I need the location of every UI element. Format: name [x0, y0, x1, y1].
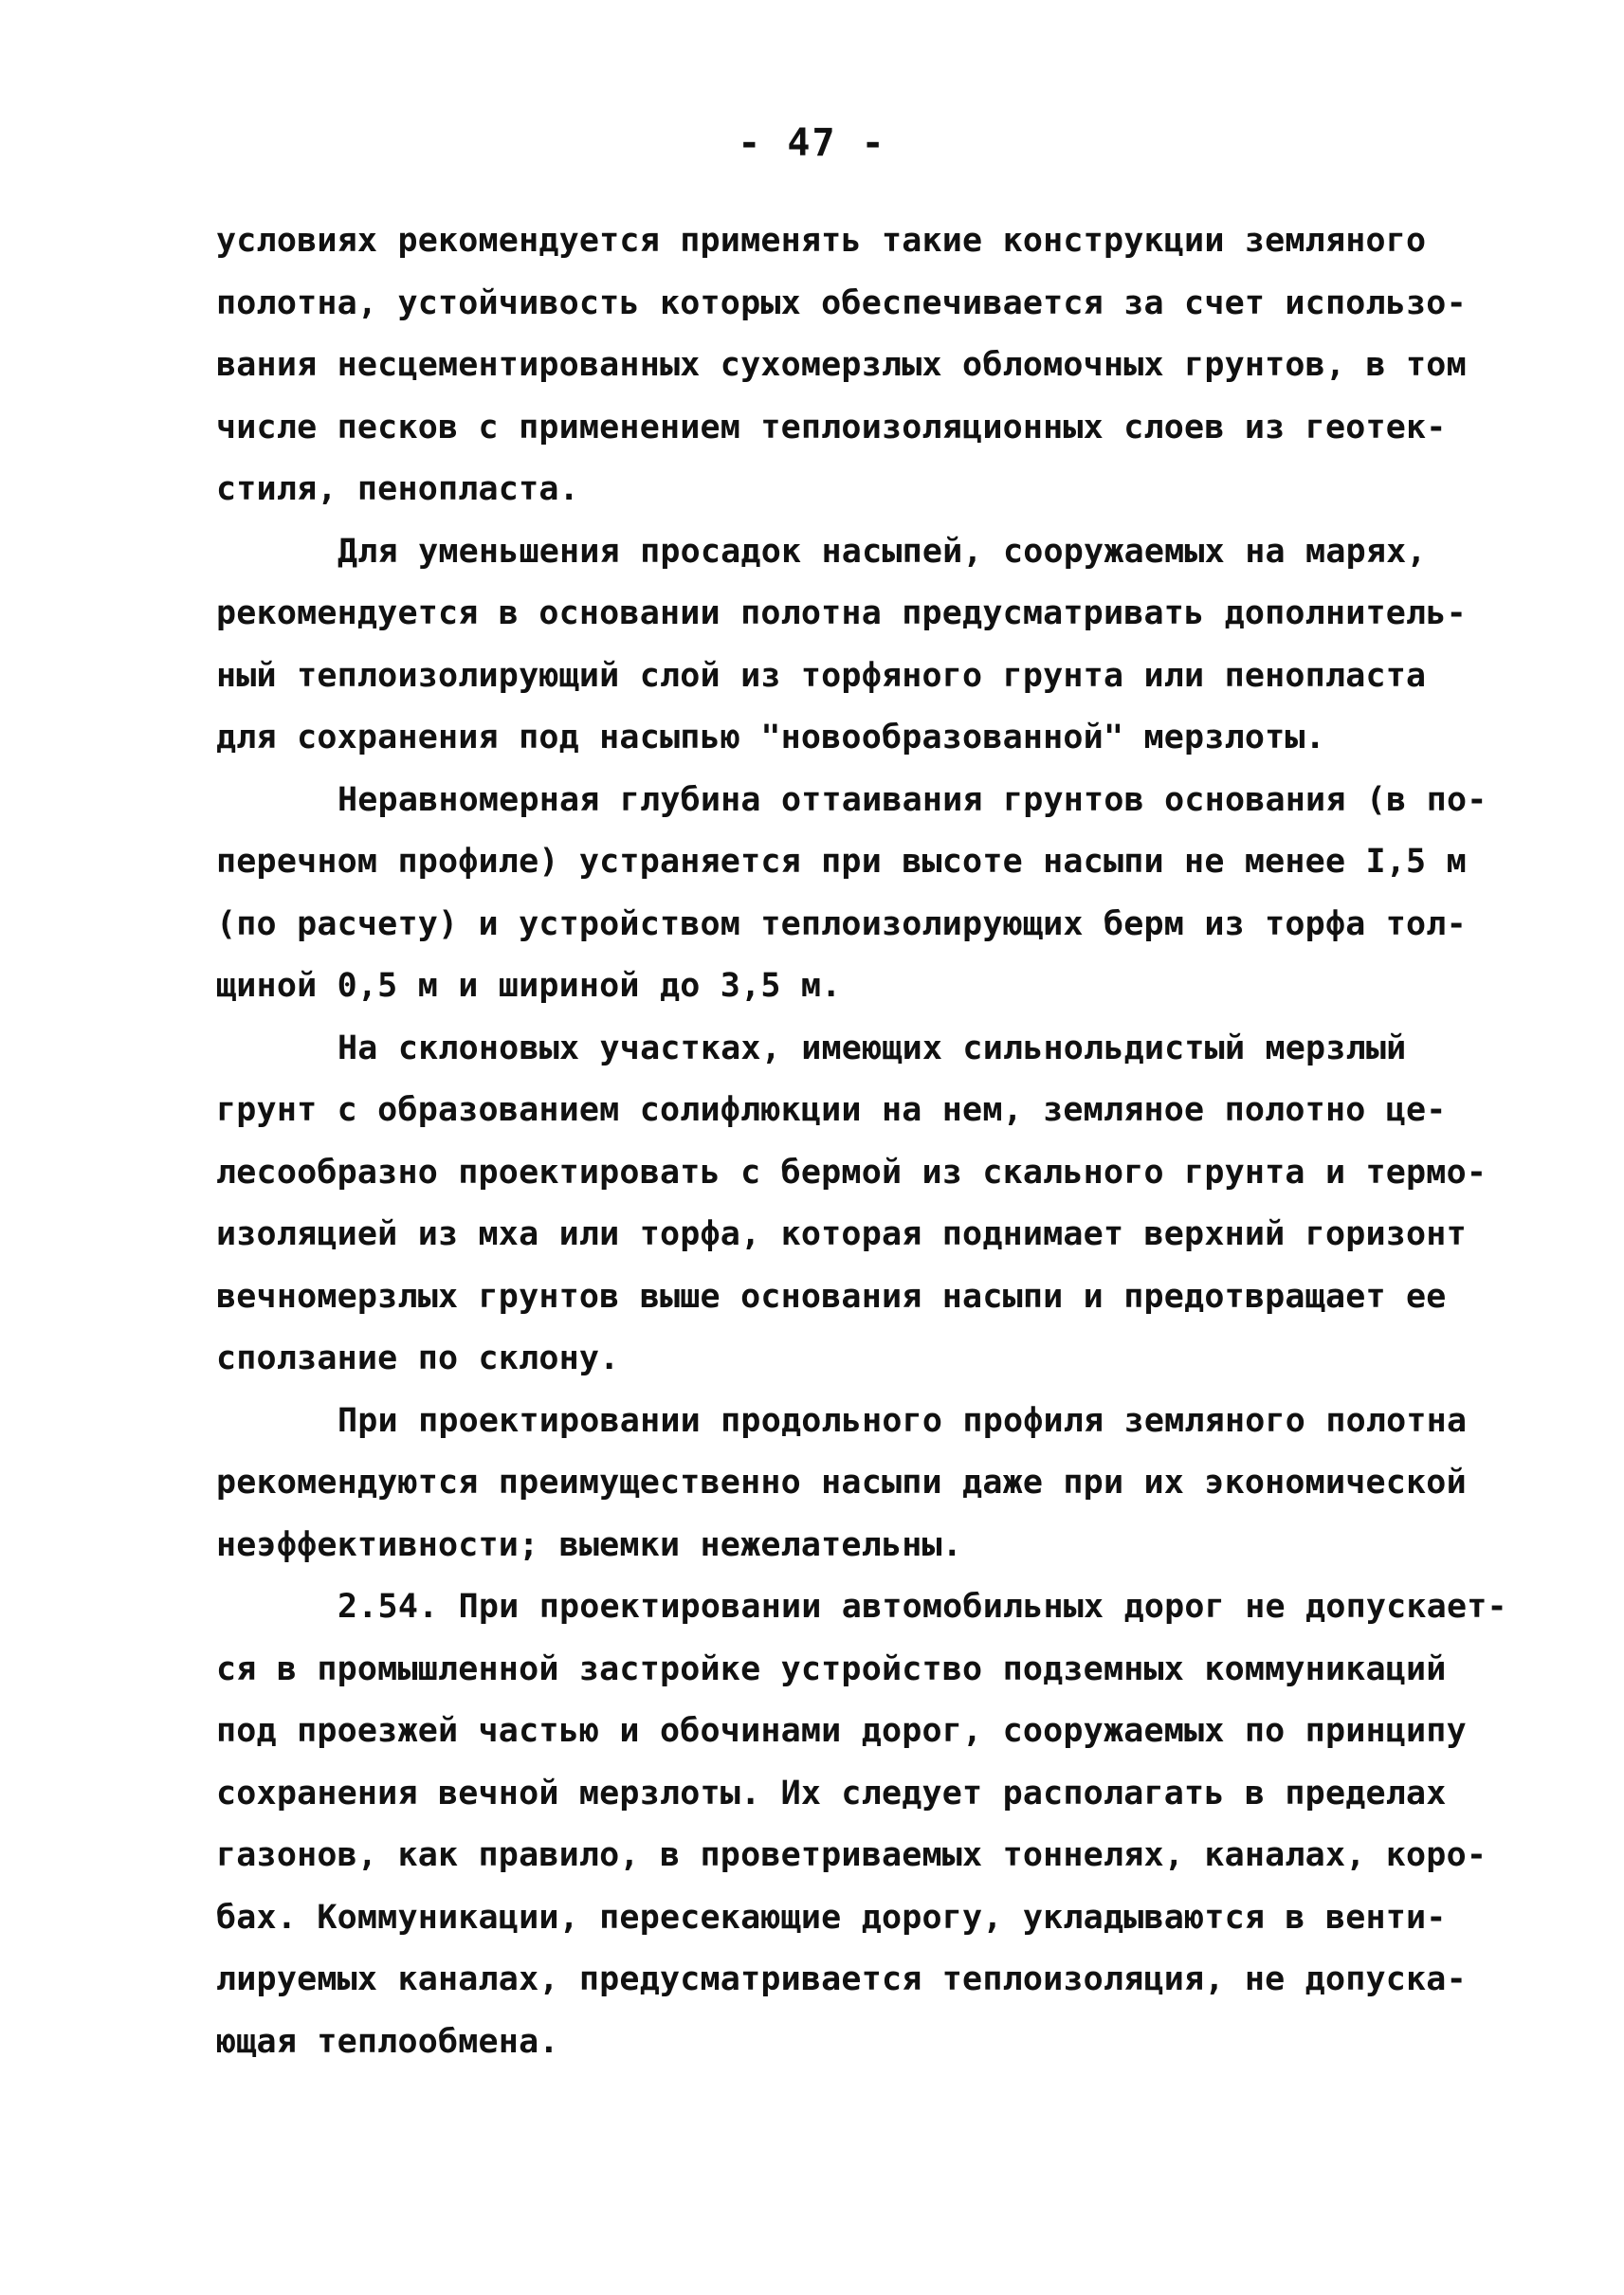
text-line: На склоновых участках, имеющих сильнольдистый мерзлый	[338, 1029, 1407, 1067]
text-line: под проезжей частью и обочинами дорог, сооружаемых по принципу	[216, 1712, 1467, 1750]
paragraph	[216, 1391, 1468, 1577]
text-line: стиля, пенопласта.	[216, 470, 579, 508]
text-line: грунт с образованием солифлюкции на нем, земляное полотно це-	[216, 1091, 1447, 1129]
text-line: вания несцементированных сухомерзлых обломочных грунтов, в том	[216, 346, 1467, 384]
text-line: газонов, как правило, в проветриваемых тоннелях, каналах, коро-	[216, 1836, 1487, 1874]
paragraph	[216, 521, 1467, 770]
text-line: рекомендуется в основании полотна предусматривать дополнитель-	[216, 594, 1467, 632]
text-line: лируемых каналах, предусматривается теплоизоляция, не допуска-	[216, 1960, 1467, 1998]
paragraph	[216, 1018, 1487, 1391]
text-line: полотна, устойчивость которых обеспечивается за счет использо-	[216, 283, 1467, 322]
text-line: щиной 0,5 м и шириной до 3,5 м.	[216, 967, 842, 1005]
text-line: ющая теплообмена.	[216, 2022, 559, 2061]
text-line: неэффективности; выемки нежелательны.	[216, 1525, 963, 1564]
paragraph	[216, 210, 1467, 521]
paragraph	[216, 770, 1487, 1018]
text-line: для сохранения под насыпью "новообразованной" мерзлоты.	[216, 719, 1325, 756]
text-line: бах. Коммуникации, пересекающие дорогу, укладываются в венти-	[216, 1898, 1447, 1937]
page-number: - 47 -	[738, 121, 886, 165]
text-line: перечном профиле) устраняется при высоте насыпи не менее I,5 м	[216, 843, 1467, 881]
text-line: (по расчету) и устройством теплоизолирующих берм из торфа тол-	[216, 904, 1467, 943]
text-line: сползание по склону.	[216, 1339, 620, 1377]
text-line: рекомендуются преимущественно насыпи даже при их экономической	[216, 1464, 1467, 1502]
text-line: ся в промышленной застройке устройство подземных коммуникаций	[216, 1649, 1447, 1688]
text-line: числе песков с применением теплоизоляционных слоев из геотек-	[216, 408, 1447, 446]
paragraph	[216, 1576, 1507, 2073]
text-line: лесообразно проектировать с бермой из скального грунта и термо-	[216, 1153, 1487, 1192]
text-line: изоляцией из мха или торфа, которая поднимает верхний горизонт	[216, 1215, 1467, 1253]
text-line: 2.54. При проектировании автомобильных дорог не допускает-	[338, 1588, 1507, 1626]
body-text	[216, 210, 1507, 2073]
text-line: вечномерзлых грунтов выше основания насыпи и предотвращает ее	[216, 1277, 1447, 1316]
text-line: Для уменьшения просадок насыпей, сооружаемых на марях,	[338, 532, 1427, 571]
text-line: сохранения вечной мерзлоты. Их следует располагать в пределах	[216, 1774, 1447, 1812]
text-line: ный теплоизолирующий слой из торфяного грунта или пенопласта	[216, 656, 1427, 695]
text-line: Неравномерная глубина оттаивания грунтов основания (в по-	[338, 780, 1487, 819]
text-line: условиях рекомендуется применять такие конструкции земляного	[216, 222, 1427, 260]
text-line: При проектировании продольного профиля земляного полотна	[338, 1401, 1468, 1440]
